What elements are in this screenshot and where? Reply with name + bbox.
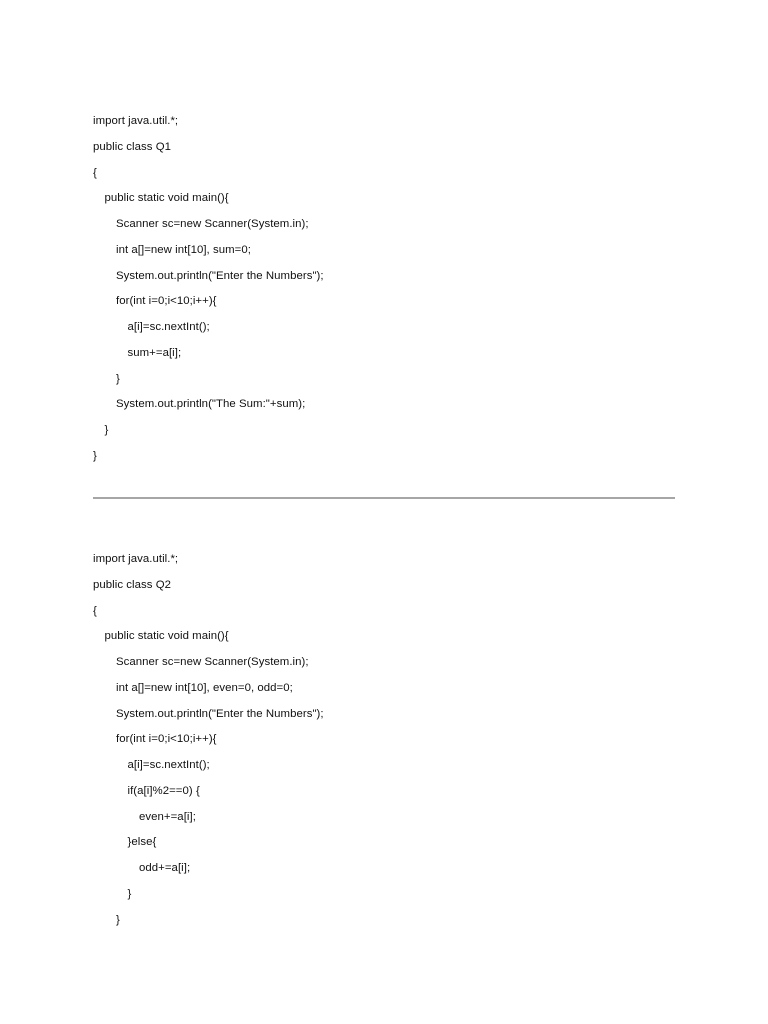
code-line: System.out.println("The Sum:"+sum); [116,398,306,411]
code-line: even+=a[i]; [139,810,196,823]
code-line: import java.util.*; [93,553,179,565]
code-line: System.out.println("Enter the Numbers"); [116,269,324,282]
code-line: }else{ [127,836,157,849]
code-line: Scanner sc=new Scanner(System.in); [116,656,309,668]
code-line: sum+=a[i]; [127,346,182,359]
code-line: public static void main(){ [104,192,229,205]
code-line: odd+=a[i]; [139,862,191,874]
code-line: int a[]=new int[10], even=0, odd=0; [116,681,293,694]
code-line: System.out.println("Enter the Numbers"); [116,707,324,720]
code-line: a[i]=sc.nextInt(); [127,321,210,333]
code-line: import java.util.*; [93,115,179,127]
code-line: } [116,913,120,926]
code-line: } [93,449,97,462]
code-line: for(int i=0;i<10;i++){ [116,733,217,746]
section-divider [93,497,675,499]
code-block-q1 [93,113,324,474]
code-line: if(a[i]%2==0) { [127,784,200,797]
code-line: public static void main(){ [104,630,229,643]
code-line: public class Q1 [93,140,171,153]
code-block-q2 [93,551,324,937]
code-line: Scanner sc=new Scanner(System.in); [116,218,309,230]
code-line: for(int i=0;i<10;i++){ [116,295,217,308]
code-line: int a[]=new int[10], sum=0; [116,243,251,256]
code-line: a[i]=sc.nextInt(); [127,759,210,771]
code-line: { [93,604,97,617]
code-line: } [116,372,120,385]
code-line: } [104,424,109,436]
code-line: } [127,887,132,900]
code-line: { [93,166,97,179]
code-line: public class Q2 [93,578,171,591]
